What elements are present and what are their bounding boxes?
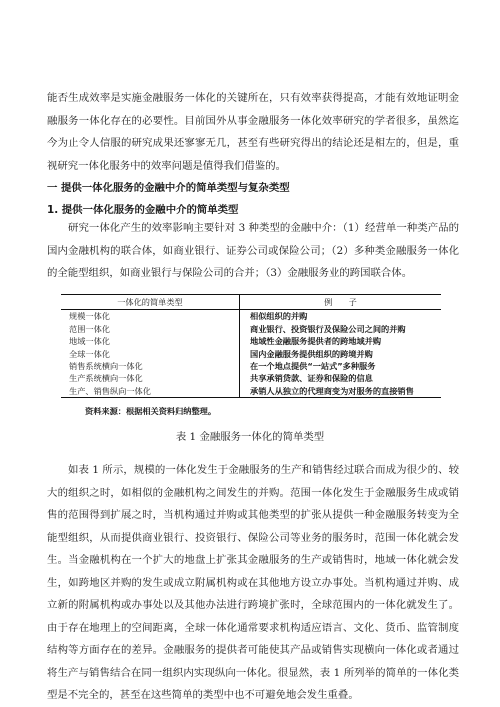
table-cell-type: 生产、销售纵向一体化 — [61, 385, 240, 398]
table-cell-example: 商业银行、投资银行及保险公司之间的并购 — [250, 323, 406, 334]
table-row — [61, 323, 441, 335]
table-row — [61, 385, 441, 398]
table-row — [61, 372, 441, 384]
subsection-heading: 1. 提供一体化服务的金融中介的简单类型 — [47, 204, 239, 216]
table-row — [61, 310, 441, 323]
table-row — [61, 348, 441, 360]
integration-types-table — [61, 294, 441, 398]
table-cell-type: 全球一体化 — [61, 348, 240, 360]
column-header-example: 例 子 — [240, 295, 442, 310]
intro-paragraph: 能否生成效率是实施金融服务一体化的关键所在，只有效率获得提高，才能有效地证明金融服务一体化存在的必要性。目前国外从事金融服务一体化效率研究的学者很多，虽然迄今为止令人信服的研究成果还寥寥无几，甚至有些研究得出的结论还是相左的，但是，重视研究一体化服务中的效率问题是值得我们借鉴的。 — [47, 92, 459, 172]
table-source-note: 资料来源：根据相关资料归纳整理。 — [85, 406, 217, 416]
table-cell-type: 规模一体化 — [61, 310, 240, 323]
table-row — [61, 360, 441, 372]
table-row — [61, 335, 441, 347]
table-cell-type: 范围一体化 — [61, 323, 240, 335]
table-cell-type: 地域一体化 — [61, 335, 240, 347]
table-cell-example: 共享承销贷款、证券和保险的信息 — [250, 373, 373, 384]
table-cell-example: 国内金融服务提供组织的跨境并购 — [250, 348, 373, 359]
table-cell-example: 在一个地点提供“一站式”多种服务 — [250, 361, 376, 372]
table-cell-example: 承销人从独立的代理商变为对服务的直接销售 — [240, 385, 442, 398]
table-cell-example: 地域性金融服务提供者的跨地域并购 — [250, 336, 382, 347]
table-cell-type: 生产系统横向一体化 — [61, 372, 240, 384]
table-cell-example: 相似组织的并购 — [250, 311, 308, 322]
table-caption: 表 1 金融服务一体化的简单类型 — [175, 431, 325, 443]
table-cell-type: 销售系统横向一体化 — [61, 360, 240, 372]
column-header-type: 一体化的简单类型 — [61, 295, 240, 310]
section-heading: 一 提供一体化服务的金融中介的简单类型与复杂类型 — [47, 182, 290, 194]
table-header-row — [61, 295, 441, 310]
explanation-paragraph: 如表 1 所示，规模的一体化发生于金融服务的生产和销售经过联合而成为很少的、较大的组织之时，如相似的金融机构之间发生的并购。范围一体化发生于金融服务生成或销售的范围得到扩展之时，当机构通过并购或其他类型的扩张从提供一种金融服务转变为全能型组织，从而提供商业银行、投资银行、保险公司等业务的服务时，范围一体化就会发生。当金融机构在一个扩大的地盘上扩张其金融服务的生产或销售时，地域一体化就会发生，如跨地区并购的发生或成立附属机构或在其他地方设立办事处。当机构通过并购、成立新的附属机构或办事处以及其他办法进行跨境扩张时，全球范围内的一体化就发生了。由于存在地理上的空间距离，全球一体化通常要求机构适应语言、文化、货币、监管制度结构等方面存在的差异。金融服务的提供者可能使其产品或销售实现横向一体化或者通过将生产与销售结合在同一组织内实现纵向一体化。很显然，表 1 所列举的简单的一体化类型是不完全的，甚至在这些简单的类型中也不可避免地会发生重叠。 — [47, 464, 459, 701]
types-paragraph: 研究一体化产生的效率影响主要针对 3 种类型的金融中介：（1）经营单一种类产品的国内金融机构的联合体，如商业银行、证券公司或保险公司；（2）多种类金融服务一体化的全能型组织，如商业银行与保险公司的合并；（3）金融服务业的跨国联合体。 — [47, 222, 459, 279]
